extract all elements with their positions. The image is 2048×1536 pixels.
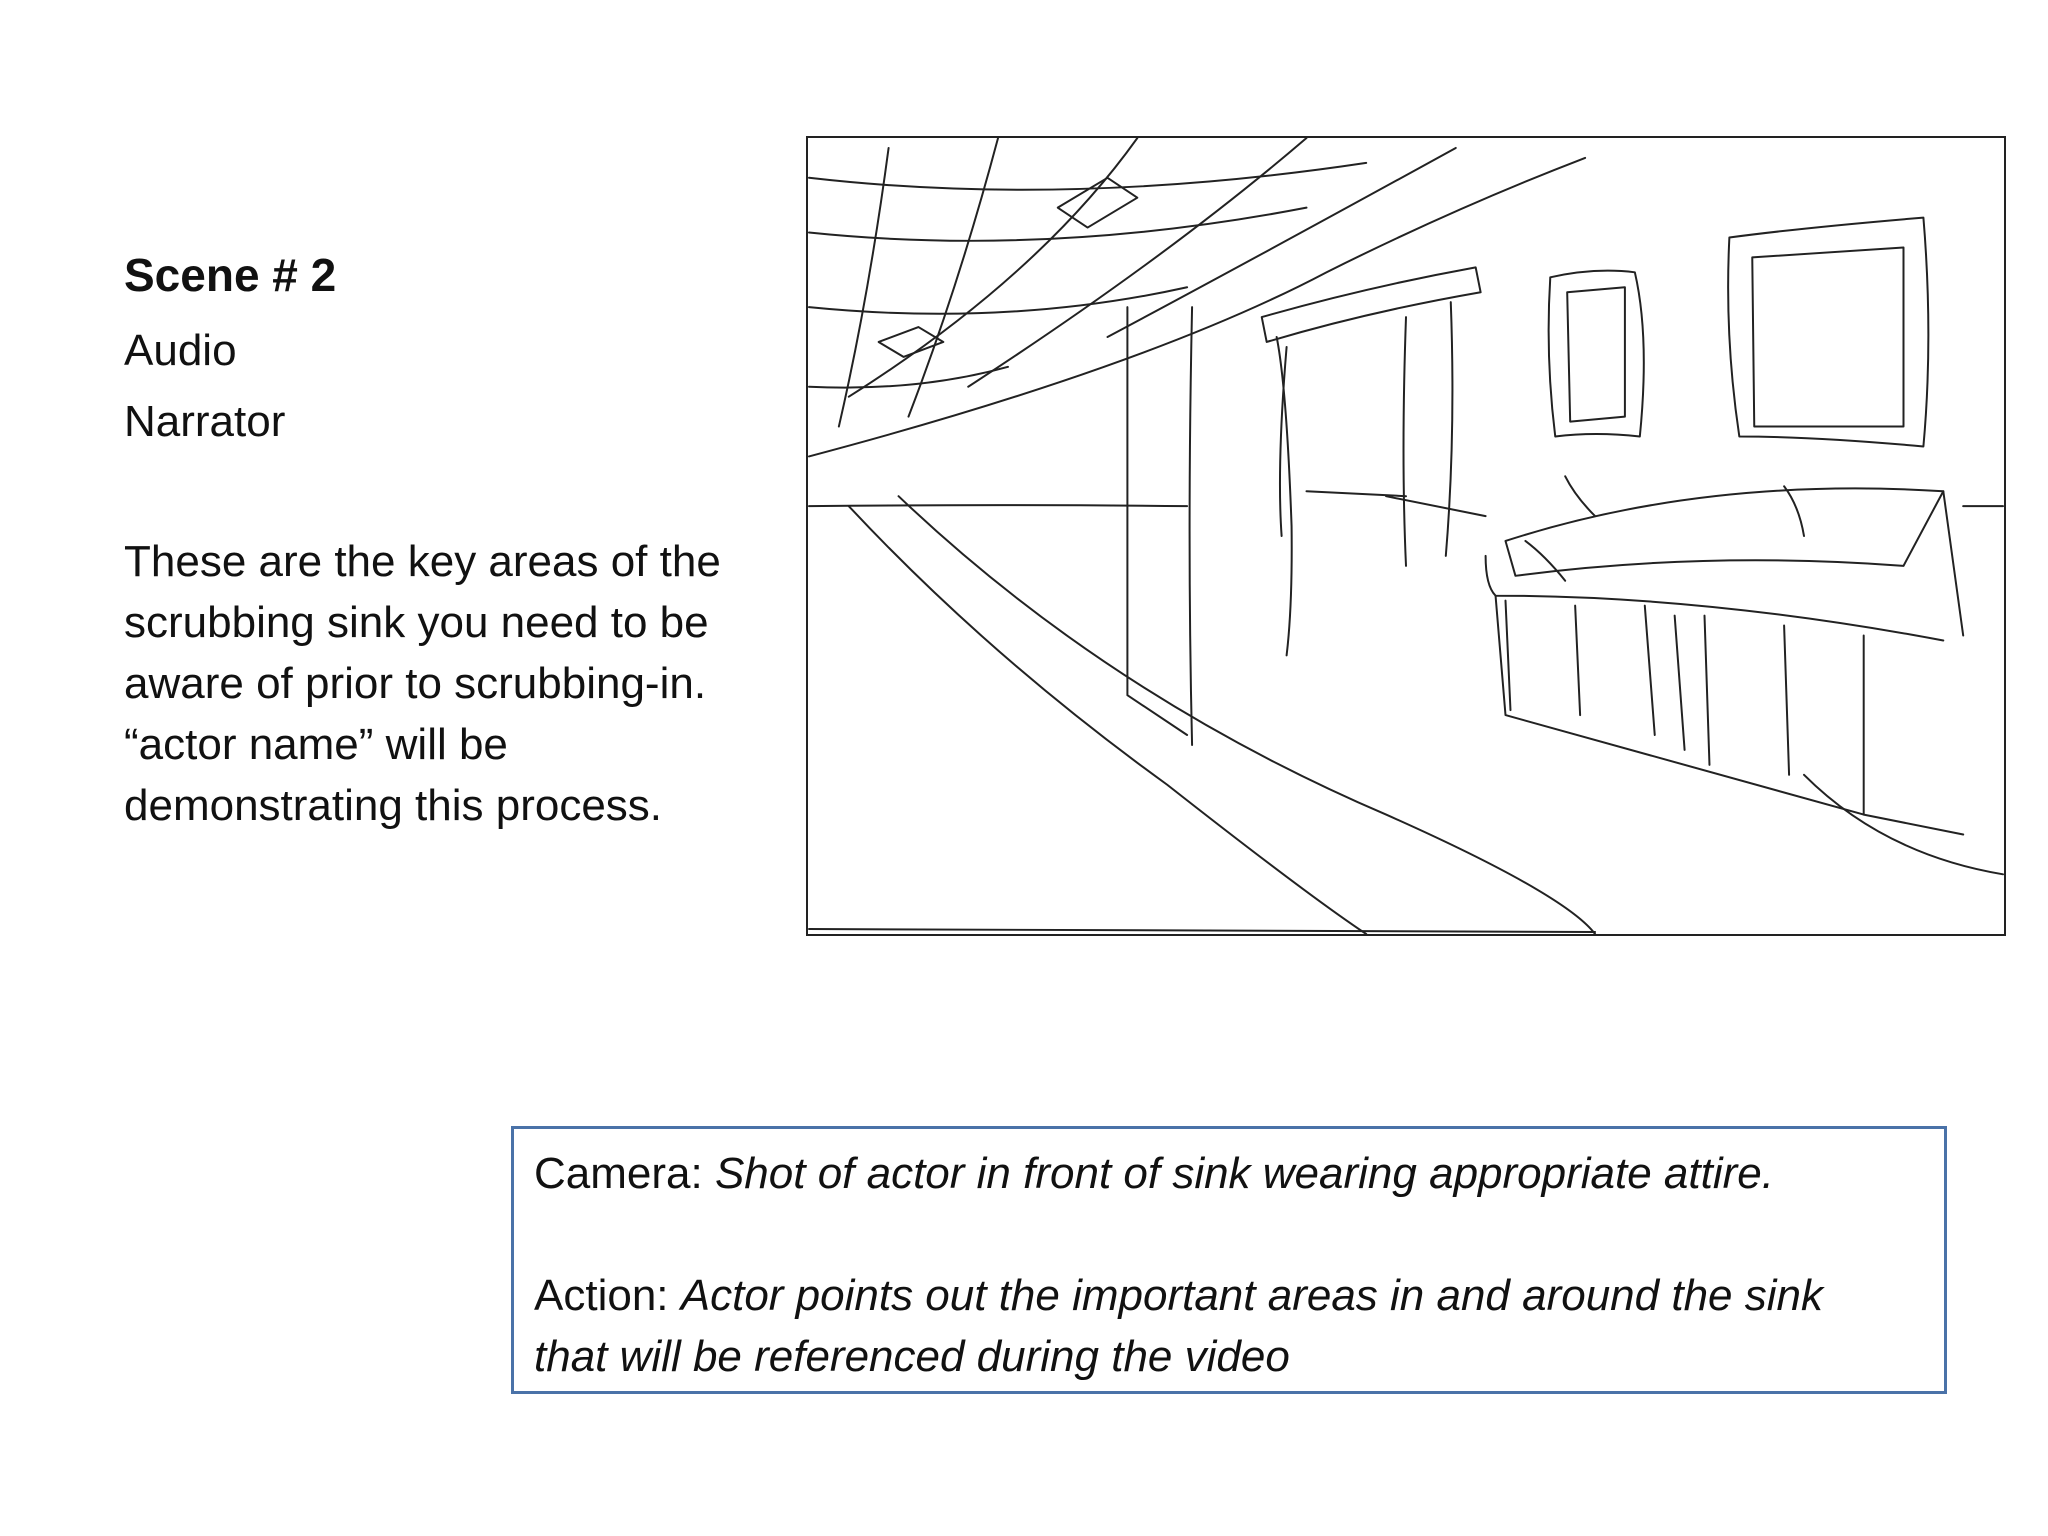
action-label: Action: xyxy=(534,1271,681,1320)
camera-note xyxy=(534,1143,1924,1204)
action-text-line-1: Actor points out the important areas in and around the sink xyxy=(680,1271,1823,1320)
scrub-sink-sketch xyxy=(806,136,2006,936)
action-note xyxy=(534,1265,1924,1326)
note-spacer xyxy=(534,1204,1924,1265)
scrub-sink-sketch-icon xyxy=(808,138,2004,934)
action-text-line-2: that will be referenced during the video xyxy=(534,1332,1290,1381)
script-line: These are the key areas of the xyxy=(124,536,721,586)
script-line: demonstrating this process. xyxy=(124,780,663,830)
script-line: “actor name” will be xyxy=(124,719,508,769)
scene-title: Scene # 2 xyxy=(124,249,337,301)
audio-label: Audio xyxy=(124,326,237,376)
narration-script xyxy=(124,531,794,836)
camera-action-notes xyxy=(511,1126,1947,1394)
narrator-label: Narrator xyxy=(124,396,286,446)
camera-label: Camera: xyxy=(534,1149,715,1198)
script-line: aware of prior to scrubbing-in. xyxy=(124,658,707,708)
camera-text: Shot of actor in front of sink wearing appropriate attire. xyxy=(714,1149,1774,1198)
script-line: scrubbing sink you need to be xyxy=(124,597,709,647)
scene-text-panel xyxy=(124,248,784,836)
